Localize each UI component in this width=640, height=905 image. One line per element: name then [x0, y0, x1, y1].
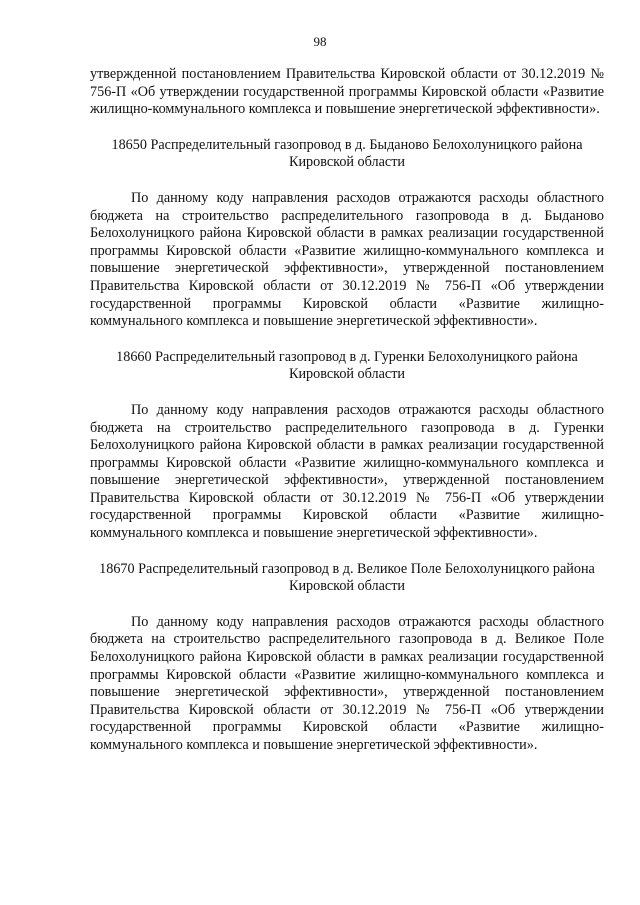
section-body: По данному коду направления расходов отражаются расходы областного бюджета на строительство распределительного газопровода в д. Великое Поле Белохолуницкого района Кировской области в рамках реализации государственной программы Кировской области «Развитие жилищно-коммунального комплекса и повышение энергетической эффективности», утвержденной постановлением Правительства Кировской области от 30.12.2019 № 756-П «Об утверждении государственной программы Кировской области «Развитие жилищно-коммунального комплекса и повышение энергетической эффективности». — [90, 613, 604, 753]
section-18660 — [90, 349, 604, 543]
section-18650 — [90, 137, 604, 331]
section-body: По данному коду направления расходов отражаются расходы областного бюджета на строительство распределительного газопровода в д. Гуренки Белохолуницкого района Кировской области в рамках реализации государственной программы Кировской области «Развитие жилищно-коммунального комплекса и повышение энергетической эффективности», утвержденной постановлением Правительства Кировской области от 30.12.2019 № 756-П «Об утверждении государственной программы Кировской области «Развитие жилищно-коммунального комплекса и повышение энергетической эффективности». — [90, 401, 604, 542]
section-heading: 18670 Распределительный газопровод в д. Великое Поле Белохолуницкого района Кировской области — [99, 560, 595, 595]
intro-paragraph: утвержденной постановлением Правительства Кировской области от 30.12.2019 № 756-П «Об утверждении государственной программы Кировской области «Развитие жилищно-коммунального комплекса и повышение энергетической эффективности». — [90, 66, 604, 118]
section-body: По данному коду направления расходов отражаются расходы областного бюджета на строительство распределительного газопровода в д. Быданово Белохолуницкого района Кировской области в рамках реализации государственной программы Кировской области «Развитие жилищно-коммунального комплекса и повышение энергетической эффективности», утвержденной постановлением Правительства Кировской области от 30.12.2019 № 756-П «Об утверждении государственной программы Кировской области «Развитие жилищно-коммунального комплекса и повышение энергетической эффективности». — [90, 189, 604, 330]
section-18670 — [90, 561, 604, 755]
section-heading: 18650 Распределительный газопровод в д. Быданово Белохолуницкого района Кировской области — [111, 136, 583, 171]
page-number: 98 — [313, 34, 327, 49]
section-heading: 18660 Распределительный газопровод в д. Гуренки Белохолуницкого района Кировской области — [116, 348, 578, 383]
page-content — [90, 66, 604, 755]
